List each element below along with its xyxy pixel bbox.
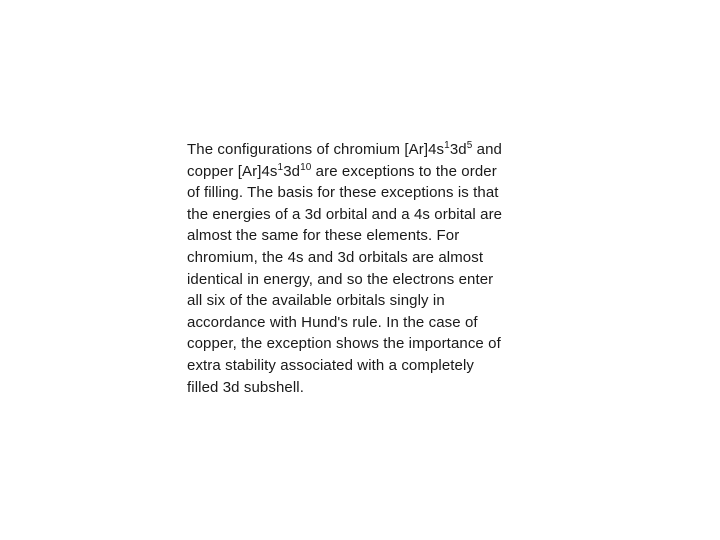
- superscript: 5: [466, 140, 473, 151]
- text-run: are exceptions to the order: [311, 162, 497, 180]
- paragraph-line: [187, 139, 539, 161]
- superscript: 1: [277, 161, 284, 173]
- text-run: 3d: [283, 162, 301, 180]
- paragraph-line: copper, the exception shows the importance of: [187, 335, 501, 353]
- paragraph-line: all six of the available orbitals singly in: [187, 292, 445, 310]
- paragraph-line: extra stability associated with a completely: [187, 356, 475, 374]
- text-run: copper [Ar]4s: [187, 162, 278, 180]
- paragraph-line: [187, 161, 539, 183]
- superscript: 10: [300, 161, 312, 173]
- paragraph-line: identical in energy, and so the electrons enter: [187, 270, 494, 288]
- paragraph-line: the energies of a 3d orbital and a 4s orbital are: [187, 205, 503, 223]
- body-paragraph: [187, 139, 539, 398]
- text-run: 3d: [449, 141, 467, 158]
- paragraph-line: of filling. The basis for these exceptions is that: [187, 184, 499, 202]
- paragraph-line: chromium, the 4s and 3d orbitals are almost: [187, 248, 484, 266]
- superscript: 1: [444, 140, 450, 151]
- paragraph-line: accordance with Hund's rule. In the case of: [187, 313, 478, 331]
- text-run: and: [472, 141, 502, 158]
- text-run: The configurations of chromium [Ar]4s: [187, 141, 445, 158]
- paragraph-line: almost the same for these elements. For: [187, 227, 460, 245]
- paragraph-line: filled 3d subshell.: [187, 378, 304, 396]
